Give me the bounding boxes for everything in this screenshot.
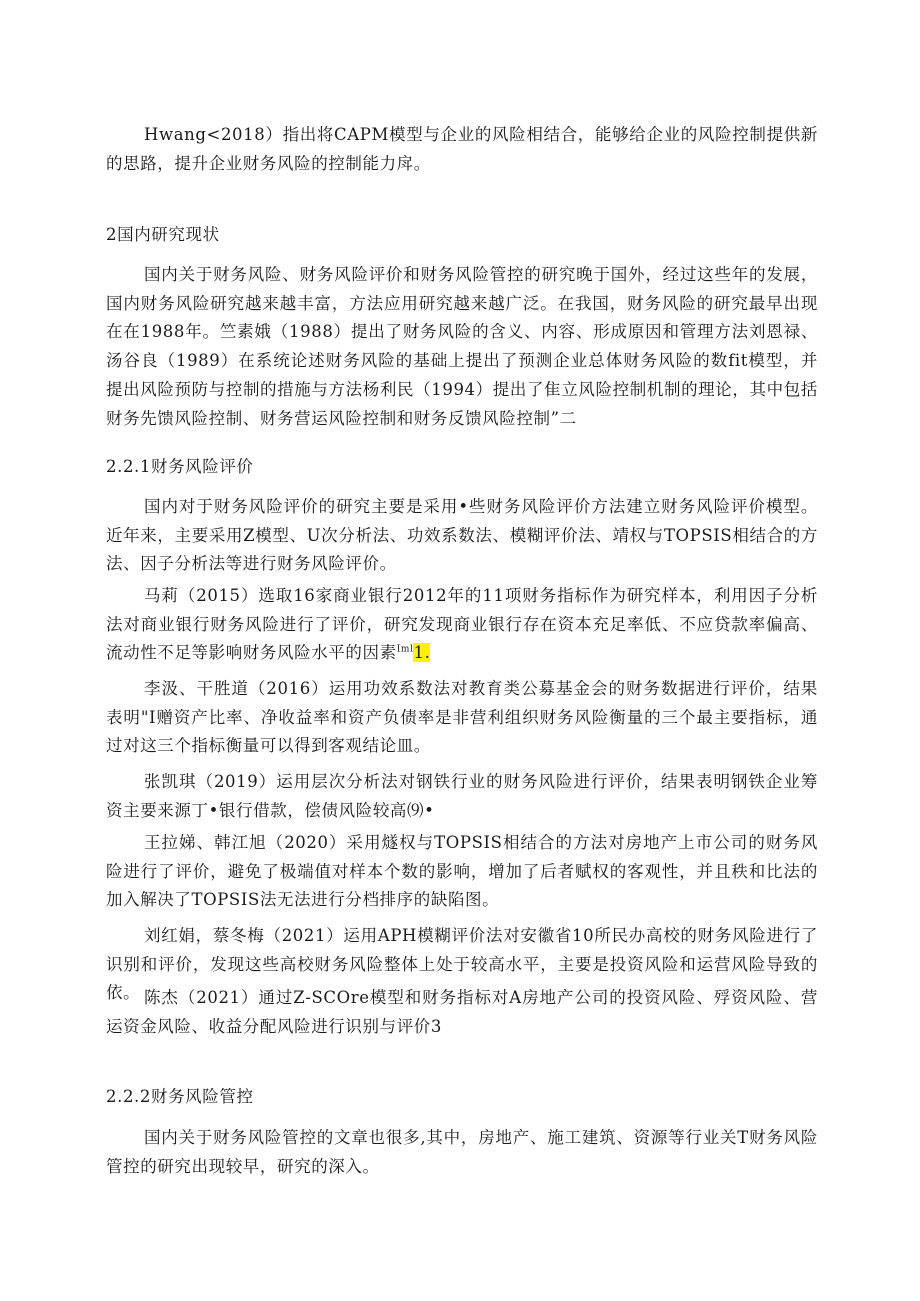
section-heading-2-2-2: 2.2.2财务风险管控 xyxy=(106,1087,254,1106)
citation-superscript: Iml xyxy=(396,644,414,655)
paragraph-mali xyxy=(106,582,818,668)
paragraph-mali-text: 马莉（2015）选取16家商业银行2012年的11项财务指标作为研究样本，利用因子分析法对商业银行财务风险进行了评价，研究发现商业银行存在资本充足率低、不应贷款率偏高、流动性不足等影响财务风险水平的因素 xyxy=(106,586,818,663)
section-heading-2-2-1: 2.2.1财务风险评价 xyxy=(106,457,254,476)
paragraph-hwang: Hwang<2018）指出将CAPM模型与企业的风险相结合，能够给企业的风险控制提供新的思路，提升企业财务风险的控制能力戽。 xyxy=(106,125,818,173)
paragraph-2-2-1-intro: 国内对于财务风险评价的研究主要是采用•些财务风险评价方法建立财务风险评价模型。近年来，主要采用Z模型、U次分析法、功效系数法、模糊评价法、靖权与TOPSIS相结合的方法、因子分析法等进行财务风险评价。 xyxy=(106,497,818,574)
paragraph-li: 李汲、干胜道（2016）运用功效系数法对教育类公募基金会的财务数据进行评价，结果表明"I赠资产比率、净收益率和资产负债率是非营利组织财务风险衡量的三个最主要指标，通过对这三个指标衡量可以得到客观结论皿。 xyxy=(106,679,818,756)
paragraph-2-2-2: 国内关于财务风险管控的文章也很多,其中，房地产、施工建筑、资源等行业关T财务风险管控的研究出现较早，研究的深入。 xyxy=(106,1128,818,1176)
paragraph-zhang: 张凯琪（2019）运用层次分析法对钢铁行业的财务风险进行评价，结果表明钢铁企业筹资主要来源丁•银行借款，偿债风险较高⑼• xyxy=(106,772,818,820)
paragraph-wang: 王拉娣、韩江旭（2020）采用燧权与TOPSIS相结合的方法对房地产上市公司的财务风险进行了评价，避免了极端值对样本个数的影响，增加了后者赋权的客观性，并且秩和比法的加入解决了TOPSIS法无法进行分档排序的缺陷图。 xyxy=(106,833,818,910)
paragraph-liu: 刘红娟，蔡冬梅（2021）运用APH模糊评价法对安徽省10所民办高校的财务风险进行了识别和评价，发现这些高校财务风险整体上处于较高水平，主要是投资风险和运营风险导致的依。 xyxy=(106,926,818,1003)
paragraph-chen: 陈杰（2021）通过Z-SCOre模型和财务指标对A房地产公司的投资风险、殍资风险、营运资金风险、收益分配风险进行识别与评价3 xyxy=(106,988,818,1036)
section-heading-domestic-research: 2国内研究现状 xyxy=(106,225,220,244)
highlighted-citation: 1. xyxy=(413,643,431,663)
paragraph-domestic-overview: 国内关于财务风险、财务风险评价和财务风险管控的研究晚于国外，经过这些年的发展，国内财务风险研究越来越丰富，方法应用研究越来越广泛。在我国，财务风险的研究最早出现在在1988年。竺素娥（1988）提出了财务风险的含义、内容、形成原因和管理方法刘恩禄、汤谷良（1989）在系统论述财务风险的基础上提出了预测企业总体财务风险的数fit模型，并提出风险预防与控制的措施与方法杨利民（1994）提出了隹立风险控制机制的理论，其中包括财务先馈风险控制、财务营运风险控制和财务反馈风险控制”二 xyxy=(106,265,818,428)
